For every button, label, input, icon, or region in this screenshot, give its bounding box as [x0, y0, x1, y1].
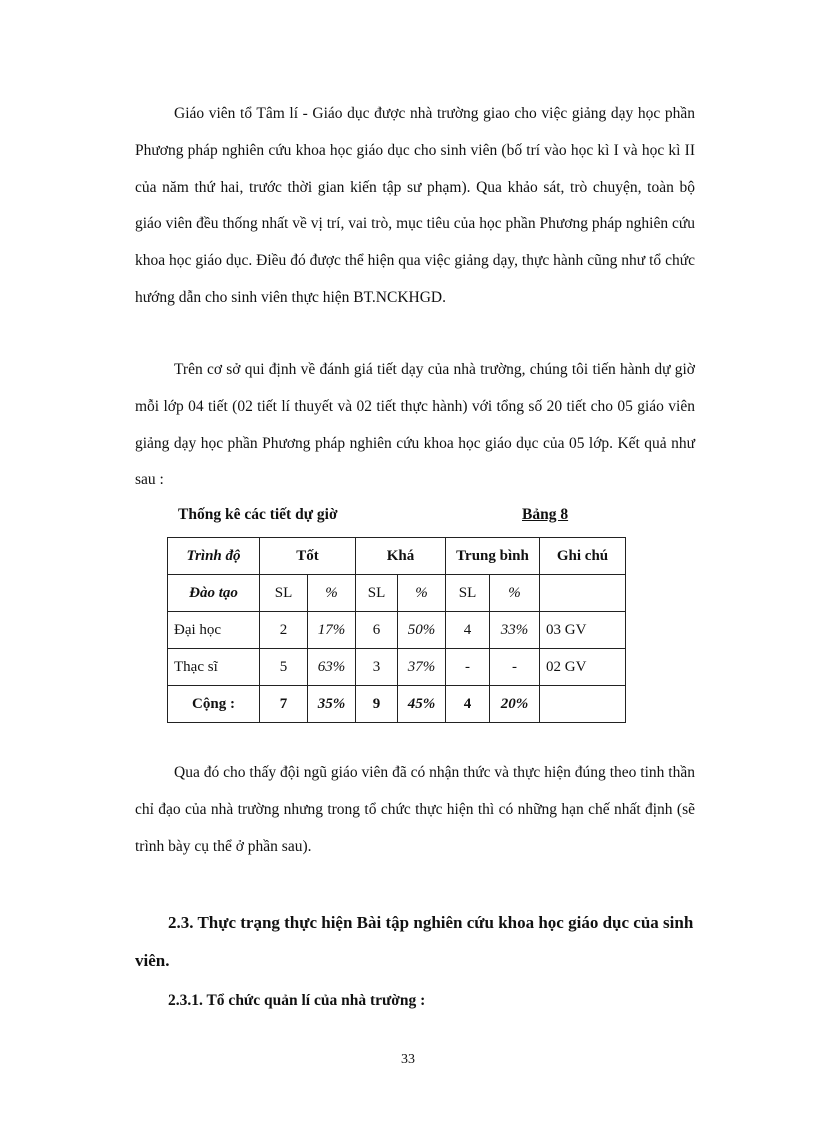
table-header-row [168, 538, 626, 575]
cell-level: Đại học [168, 612, 260, 649]
header-level: Trình độ [168, 538, 260, 575]
header-sl: SL [446, 575, 490, 612]
section-heading: 2.3. Thực trạng thực hiện Bài tập nghiên cứu khoa học giáo dục của sinh viên. [135, 913, 694, 970]
header-average: Trung bình [446, 538, 540, 575]
header-sl: SL [260, 575, 308, 612]
header-empty [540, 575, 626, 612]
table-label: Bảng 8 [522, 506, 569, 523]
cell-total-value: 9 [356, 686, 398, 723]
cell-note: 03 GV [540, 612, 626, 649]
cell-value: 5 [260, 649, 308, 686]
cell-level: Thạc sĩ [168, 649, 260, 686]
cell-note: 02 GV [540, 649, 626, 686]
header-note: Ghi chú [540, 538, 626, 575]
header-fair: Khá [356, 538, 446, 575]
table-row [168, 649, 626, 686]
cell-value: 3 [356, 649, 398, 686]
cell-total-value: 4 [446, 686, 490, 723]
cell-percent: 37% [398, 649, 446, 686]
cell-total-percent: 45% [398, 686, 446, 723]
paragraph-conclusion: Qua đó cho thấy đội ngũ giáo viên đã có nhận thức và thực hiện đúng theo tinh thần chỉ đạo của nhà trường nhưng trong tổ chức thực hiện thì có những hạn chế nhất định (sẽ trình bày cụ thể ở phần sau). [135, 764, 695, 855]
cell-value: 6 [356, 612, 398, 649]
cell-percent: 33% [490, 612, 540, 649]
cell-value: 2 [260, 612, 308, 649]
cell-total-note [540, 686, 626, 723]
cell-percent: 17% [308, 612, 356, 649]
page-number: 33 [401, 1052, 415, 1067]
table-row [168, 612, 626, 649]
cell-percent: - [490, 649, 540, 686]
table-caption: Thống kê các tiết dự giờ [178, 506, 338, 523]
table-subheader-row [168, 575, 626, 612]
observation-table [167, 537, 626, 723]
header-sl: SL [356, 575, 398, 612]
cell-total-percent: 20% [490, 686, 540, 723]
header-training: Đào tạo [168, 575, 260, 612]
cell-percent: 63% [308, 649, 356, 686]
cell-percent: 50% [398, 612, 446, 649]
cell-value: 4 [446, 612, 490, 649]
header-pct: % [398, 575, 446, 612]
subsection-heading: 2.3.1. Tổ chức quản lí của nhà trường : [168, 992, 426, 1009]
cell-total-label: Cộng : [168, 686, 260, 723]
header-pct: % [490, 575, 540, 612]
cell-total-value: 7 [260, 686, 308, 723]
cell-total-percent: 35% [308, 686, 356, 723]
header-pct: % [308, 575, 356, 612]
header-good: Tốt [260, 538, 356, 575]
table-total-row [168, 686, 626, 723]
paragraph-observation: Trên cơ sở qui định về đánh giá tiết dạy của nhà trường, chúng tôi tiến hành dự giờ mỗi lớp 04 tiết (02 tiết lí thuyết và 02 tiết thực hành) với tổng số 20 tiết cho 05 giáo viên giảng dạy học phần Phương pháp nghiên cứu khoa học giáo dục của 05 lớp. Kết quả như sau : [135, 361, 695, 489]
paragraph-teachers: Giáo viên tổ Tâm lí - Giáo dục được nhà trường giao cho việc giảng dạy học phần Phương pháp nghiên cứu khoa học giáo dục cho sinh viên (bố trí vào học kì I và học kì II của năm thứ hai, trước thời gian kiến tập sư phạm). Qua khảo sát, trò chuyện, toàn bộ giáo viên đều thống nhất về vị trí, vai trò, mục tiêu của học phần Phương pháp nghiên cứu khoa học giáo dục. Điều đó được thể hiện qua việc giảng dạy, thực hành cũng như tổ chức hướng dẫn cho sinh viên thực hiện BT.NCKHGD. [135, 105, 695, 306]
cell-value: - [446, 649, 490, 686]
